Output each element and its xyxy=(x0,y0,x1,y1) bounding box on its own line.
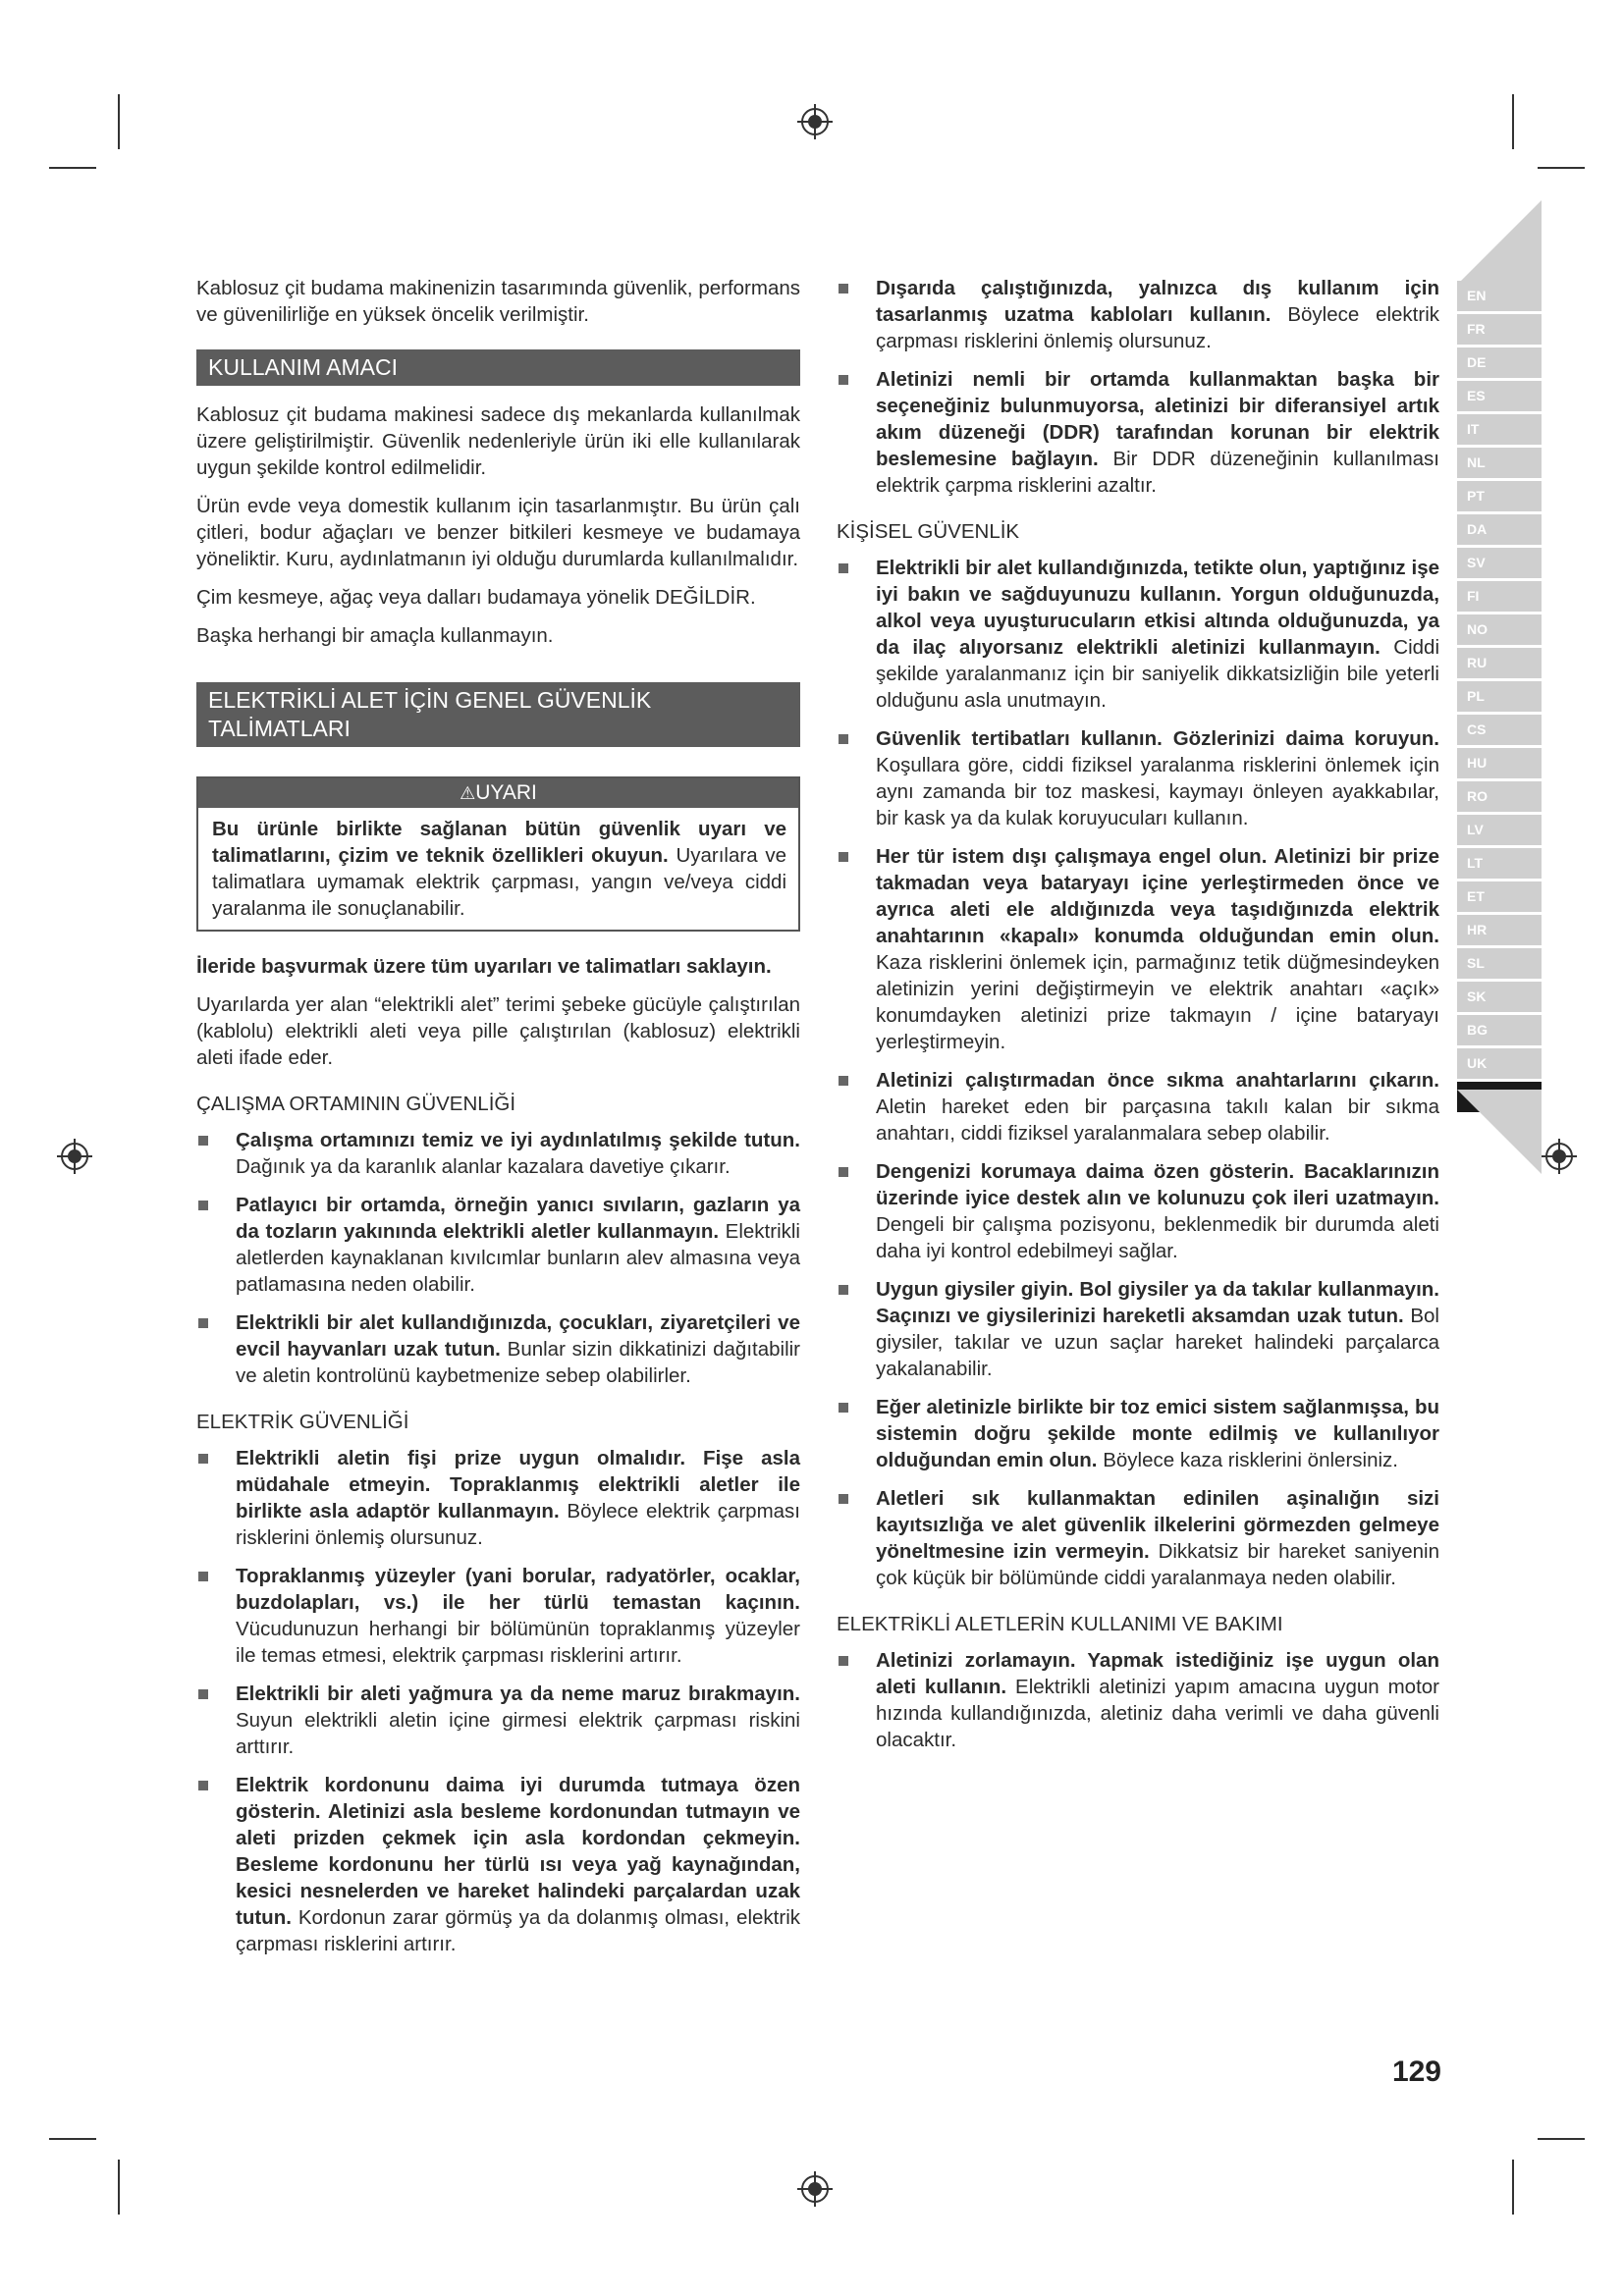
language-tab-ru[interactable]: RU xyxy=(1457,648,1542,678)
crop-mark xyxy=(118,94,120,149)
list-item xyxy=(196,1309,800,1389)
warning-box xyxy=(196,776,800,932)
language-tab-cs[interactable]: CS xyxy=(1457,715,1542,745)
list-item-bold: Dışarıda çalıştığınızda, yalnızca dış kullanım için tasarlanmış uzatma kabloları kullanın. xyxy=(876,277,1439,326)
language-tab-bg[interactable]: BG xyxy=(1457,1015,1542,1045)
list-item-bold: Güvenlik tertibatları kullanın. Gözlerinizi daima koruyun. xyxy=(876,727,1439,750)
language-tab-uk[interactable]: UK xyxy=(1457,1048,1542,1079)
language-tab-en[interactable]: EN xyxy=(1457,281,1542,311)
list-item-bold: Aletinizi çalıştırmadan önce sıkma anahtarlarını çıkarın. xyxy=(876,1069,1439,1092)
bullet-icon xyxy=(839,1076,848,1086)
language-strip-top-decoration xyxy=(1457,200,1542,285)
crop-mark xyxy=(1512,94,1514,149)
list-item-text: Koşullara göre, ciddi fiziksel yaralanma risklerini önlemek için aynı zamanda bir toz maskesi, kaymayı önleyen ayakkabılar, bir kask ya da kulak koruyucuları kullanın. xyxy=(876,754,1439,829)
list-item-bold: Patlayıcı bir ortamda, örneğin yanıcı sıvıların, gazların ya da tozların yakınında elektrikli aletler kullanmayın. xyxy=(236,1194,800,1243)
body-text: Kablosuz çit budama makinesi sadece dış mekanlarda kullanılmak üzere geliştirilmiştir. Güvenlik nedenleriyle ürün iki elle kullanılarak uygun şekilde kontrol edilmelidir. xyxy=(196,403,800,479)
keep-instructions-text: İleride başvurmak üzere tüm uyarıları ve talimatları saklayın. xyxy=(196,955,772,978)
language-tab-lt[interactable]: LT xyxy=(1457,848,1542,879)
body-text: Çim kesmeye, ağaç veya dalları budamaya yönelik DEĞİLDİR. xyxy=(196,586,756,609)
list-item xyxy=(196,1445,800,1551)
language-tab-sl[interactable]: SL xyxy=(1457,948,1542,979)
list-item-text: Elektrikli aletinizi yapım amacına uygun motor hızında kullandığınızda, aletiniz daha verimli ve daha güvenli olacaktır. xyxy=(876,1676,1439,1751)
list-item xyxy=(196,1681,800,1760)
list-item xyxy=(837,1394,1439,1473)
crop-mark xyxy=(1538,167,1585,169)
right-column xyxy=(837,275,1439,1765)
list-item-bold: Elektrikli bir alet kullandığınızda, tetikte olun, yaptığınız işe iyi bakın ve sağduyunuzu kullanın. Yorgun olduğunuzda, alkol veya uyuşturucuların etkisi altında olduğunuzda, ya da ilaç alıyorsanız elektrikli aletinizi kullanmayın. xyxy=(876,557,1439,659)
personal-safety-list xyxy=(837,555,1439,1591)
crop-mark xyxy=(49,2138,96,2140)
list-item-text: Bir DDR düzeneğinin kullanılması elektrik çarpma risklerini azaltır. xyxy=(876,448,1439,497)
language-tab-ro[interactable]: RO xyxy=(1457,781,1542,812)
language-tab-nl[interactable]: NL xyxy=(1457,448,1542,478)
list-item-bold: Dengenizi korumaya daima özen gösterin. Bacaklarınızın üzerinde iyice destek alın ve kolunuzu çok ileri uzatmayın. xyxy=(876,1160,1439,1209)
body-text: Başka herhangi bir amaçla kullanmayın. xyxy=(196,624,554,647)
list-item-text: Elektrikli aletlerden kaynaklanan kıvılcımlar bunların alev almasına veya patlamasına neden olabilir. xyxy=(236,1220,800,1296)
bullet-icon xyxy=(839,563,848,573)
list-item xyxy=(837,275,1439,354)
bullet-icon xyxy=(198,1781,208,1790)
crop-mark xyxy=(49,167,96,169)
list-item-text: Aletin hareket eden bir parçasına takılı kalan bir sıkma anahtarı, ciddi fiziksel yaralanmalara sebep olabilir. xyxy=(876,1095,1439,1145)
list-item xyxy=(837,1485,1439,1591)
registration-mark-icon xyxy=(795,2169,835,2209)
language-tab-pt[interactable]: PT xyxy=(1457,481,1542,511)
list-item-text: Suyun elektrikli aletin içine girmesi elektrik çarpması riskini arttırır. xyxy=(236,1709,800,1758)
left-column xyxy=(196,275,800,1969)
crop-mark xyxy=(118,2160,120,2215)
list-item-bold: Topraklanmış yüzeyler (yani borular, radyatörler, ocaklar, buzdolapları, vs.) ile her türlü temastan kaçının. xyxy=(236,1565,800,1614)
list-item xyxy=(837,1276,1439,1382)
list-item xyxy=(837,366,1439,499)
warning-icon: ⚠ xyxy=(460,783,476,803)
language-tab-hu[interactable]: HU xyxy=(1457,748,1542,778)
list-item-bold: Aletinizi zorlamayın. Yapmak istediğiniz işe uygun olan aleti kullanın. xyxy=(876,1649,1439,1698)
list-item-text: Dağınık ya da karanlık alanlar kazalara davetiye çıkarır. xyxy=(236,1155,731,1178)
crop-mark xyxy=(1512,2160,1514,2215)
list-item-text: Bol giysiler, takılar ve uzun saçlar hareket halindeki parçalarca yakalanabilir. xyxy=(876,1305,1439,1380)
subheading-electrical-safety: ELEKTRİK GÜVENLİĞİ xyxy=(196,1411,409,1433)
warning-header xyxy=(198,778,798,808)
body-text: Uyarılarda yer alan “elektrikli alet” terimi şebeke gücüyle çalıştırılan (kablolu) elektrikli aleti veya pille çalıştırılan (kablosuz) elektrikli aleti ifade eder. xyxy=(196,993,800,1069)
bullet-icon xyxy=(198,1454,208,1464)
list-item-text: Böylece kaza risklerini önlersiniz. xyxy=(1103,1449,1398,1471)
list-item-bold: Elektrik kordonunu daima iyi durumda tutmaya özen gösterin. Aletinizi asla besleme kordonundan tutmayın ve aleti prizden çekmek için asla kordondan çekmeyin. Besleme kordonunu her türlü ısı veya yağ kaynağından, kesici nesnelerden ve hareket halindeki parçalardan uzak tutun. xyxy=(236,1774,800,1929)
intro-text: Kablosuz çit budama makinenizin tasarımında güvenlik, performans ve güvenilirliğe en yüksek öncelik verilmiştir. xyxy=(196,277,800,326)
bullet-icon xyxy=(198,1689,208,1699)
list-item-text: Dikkatsiz bir hareket saniyenin çok küçük bir bölümünde ciddi yaralanmaya neden olabilir. xyxy=(876,1540,1439,1589)
language-tabs xyxy=(1457,281,1542,1115)
bullet-icon xyxy=(839,375,848,385)
language-tab-pl[interactable]: PL xyxy=(1457,681,1542,712)
language-strip-bottom-decoration xyxy=(1457,1090,1542,1174)
page-number: 129 xyxy=(1391,2056,1441,2088)
list-item-text: Kaza risklerini önlemek için, parmağınız tetik düğmesindeyken aletinizin yerini değiştirmeyin ve elektrik anahtarı «açık» konumdayken aletinizi prize takmayın / içine bataryayı yerleştirmeyin. xyxy=(876,951,1439,1053)
list-item xyxy=(837,843,1439,1055)
bullet-icon xyxy=(839,1285,848,1295)
warning-text: Uyarılara ve talimatlara uymamak elektrik çarpması, yangın ve/veya ciddi yaralanma ile sonuçlanabilir. xyxy=(212,844,786,920)
list-item-text: Vücudunuzun herhangi bir bölümünün topraklanmış yüzeyler ile temas etmesi, elektrik çarpması risklerini artırır. xyxy=(236,1618,800,1667)
work-area-list xyxy=(196,1127,800,1389)
language-tab-sk[interactable]: SK xyxy=(1457,982,1542,1012)
list-item-bold: Çalışma ortamınızı temiz ve iyi aydınlatılmış şekilde tutun. xyxy=(236,1129,800,1151)
use-care-list xyxy=(837,1647,1439,1753)
registration-mark-icon xyxy=(55,1137,94,1176)
list-item xyxy=(196,1192,800,1298)
bullet-icon xyxy=(198,1572,208,1581)
bullet-icon xyxy=(839,284,848,294)
bullet-icon xyxy=(839,734,848,744)
list-item xyxy=(837,555,1439,714)
bullet-icon xyxy=(839,1167,848,1177)
bullet-icon xyxy=(198,1136,208,1146)
language-tab-it[interactable]: IT xyxy=(1457,414,1542,445)
list-item-bold: Elektrikli bir alet kullandığınızda, çocukları, ziyaretçileri ve evcil hayvanları uzak tutun. xyxy=(236,1311,800,1361)
body-text: Ürün evde veya domestik kullanım için tasarlanmıştır. Bu ürün çalı çitleri, bodur ağaçları ve benzer bitkileri kesmeye ve budamaya yöneliktir. Kuru, aydınlatmanın iyi olduğu durumlarda kullanılmalıdır. xyxy=(196,495,800,570)
language-tab-de[interactable]: DE xyxy=(1457,347,1542,378)
language-tab-fr[interactable]: FR xyxy=(1457,314,1542,345)
electrical-safety-list-continued xyxy=(837,275,1439,499)
list-item-text: Böylece elektrik çarpması risklerini önlemiş olursunuz. xyxy=(236,1500,801,1549)
registration-mark-icon xyxy=(1540,1137,1579,1176)
bullet-icon xyxy=(839,1403,848,1413)
warning-bold-text: Bu ürünle birlikte sağlanan bütün güvenlik uyarı ve talimatlarını, çizim ve teknik özellikleri okuyun. xyxy=(212,818,786,867)
list-item-bold: Elektrikli aletin fişi prize uygun olmalıdır. Fişe asla müdahale etmeyin. Topraklanmış elektrikli aletler ile birlikte asla adaptör kullanmayın. xyxy=(236,1447,800,1522)
list-item-text: Ciddi şekilde yaralanmanız için bir saniyelik dikkatsizliğin bile yeterli olduğunu asla unutmayın. xyxy=(876,636,1439,712)
list-item xyxy=(837,1158,1439,1264)
list-item-bold: Aletleri sık kullanmaktan edinilen aşinalığın sizi kayıtsızlığa ve alet güvenlik ilkelerini görmezden gelmeye yöneltmesine izin vermeyin. xyxy=(876,1487,1439,1563)
list-item xyxy=(196,1563,800,1669)
list-item-text: Dengeli bir çalışma pozisyonu, beklenmedik bir durumda aleti daha iyi kontrol edebilmeyi sağlar. xyxy=(876,1213,1439,1262)
bullet-icon xyxy=(839,852,848,862)
list-item xyxy=(837,1067,1439,1147)
list-item xyxy=(837,1647,1439,1753)
list-item xyxy=(837,725,1439,831)
language-tab-sv[interactable]: SV xyxy=(1457,548,1542,578)
language-tab-es[interactable]: ES xyxy=(1457,381,1542,411)
warning-title: UYARI xyxy=(475,781,537,804)
registration-mark-icon xyxy=(795,102,835,141)
language-tab-tr-active[interactable]: TR xyxy=(1457,1082,1542,1112)
list-item-text: Kordonun zarar görmüş ya da dolanmış olması, elektrik çarpması risklerini artırır. xyxy=(236,1906,800,1955)
subheading-work-area: ÇALIŞMA ORTAMININ GÜVENLİĞİ xyxy=(196,1093,516,1115)
language-tab-lv[interactable]: LV xyxy=(1457,815,1542,845)
list-item-bold: Elektrikli bir aleti yağmura ya da neme maruz bırakmayın. xyxy=(236,1682,800,1705)
electrical-safety-list xyxy=(196,1445,800,1957)
section-title-intended-use: KULLANIM AMACI xyxy=(196,349,800,386)
list-item-bold: Aletinizi nemli bir ortamda kullanmaktan başka bir seçeneğiniz bulunmuyorsa, aletinizi bir diferansiyel artık akım düzeneği (DDR) tarafından korunan bir elektrik beslemesine bağlayın. xyxy=(876,368,1439,470)
subheading-use-and-care: ELEKTRİKLİ ALETLERİN KULLANIMI VE BAKIMI xyxy=(837,1613,1283,1635)
list-item-bold: Her tür istem dışı çalışmaya engel olun. Aletinizi bir prize takmadan veya bataryayı içine yerleştirmeden önce ve ayrıca aleti ele aldığınızda veya taşıdığınızda elektrik anahtarının «kapalı» konumda olduğundan emin olun. xyxy=(876,845,1439,947)
bullet-icon xyxy=(198,1201,208,1210)
list-item-text: Bunlar sizin dikkatinizi dağıtabilir ve aletin kontrolünü kaybetmenize sebep olabilirler. xyxy=(236,1338,801,1387)
warning-body xyxy=(198,808,798,930)
list-item xyxy=(196,1127,800,1180)
list-item-bold: Eğer aletinizle birlikte bir toz emici sistem sağlanmışsa, bu sistemin doğru şekilde monte edilmiş ve kullanılıyor olduğundan emin olun. xyxy=(876,1396,1439,1471)
section-title-general-safety: ELEKTRİKLİ ALET İÇİN GENEL GÜVENLİK TALİMATLARI xyxy=(196,682,800,747)
list-item-text: Böylece elektrik çarpması risklerini önlemiş olursunuz. xyxy=(876,303,1440,352)
language-tab-et[interactable]: ET xyxy=(1457,881,1542,912)
language-tab-hr[interactable]: HR xyxy=(1457,915,1542,945)
bullet-icon xyxy=(839,1656,848,1666)
language-tab-no[interactable]: NO xyxy=(1457,614,1542,645)
bullet-icon xyxy=(198,1318,208,1328)
list-item xyxy=(196,1772,800,1957)
bullet-icon xyxy=(839,1494,848,1504)
list-item-bold: Uygun giysiler giyin. Bol giysiler ya da takılar kullanmayın. Saçınızı ve giysilerinizi hareketli aksamdan uzak tutun. xyxy=(876,1278,1439,1327)
language-tab-fi[interactable]: FI xyxy=(1457,581,1542,612)
subheading-personal-safety: KİŞİSEL GÜVENLİK xyxy=(837,520,1020,543)
crop-mark xyxy=(1538,2138,1585,2140)
language-tab-da[interactable]: DA xyxy=(1457,514,1542,545)
